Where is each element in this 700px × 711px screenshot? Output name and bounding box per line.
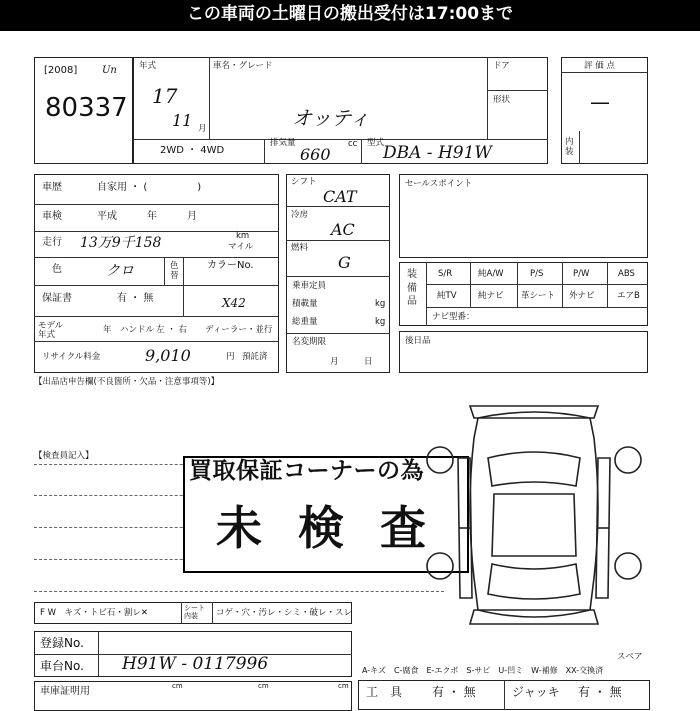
shift-value: CAT <box>323 187 357 206</box>
displacement-value: 660 <box>300 145 331 164</box>
equip-abs: ABS <box>618 269 635 279</box>
inspection-value: 平成 年 月 <box>97 211 197 222</box>
label-model-type: モデル 年式 <box>38 321 64 341</box>
cert-unit-3: cm <box>338 682 349 690</box>
name-change-value: 月 日 <box>330 357 373 367</box>
month-value: 11 <box>172 111 193 130</box>
warranty-value: 有 ・ 無 <box>117 293 154 304</box>
spare-label: スペア <box>617 652 643 662</box>
damage-codes: A-キズ C-腐食 E-エクボ S-サビ U-凹ミ W-補修 XX-交換済 <box>362 666 604 675</box>
label-year: 年式 <box>139 61 157 71</box>
label-color-change: 色替 <box>170 261 179 282</box>
year-value: 17 <box>152 84 178 108</box>
label-shape: 形状 <box>493 95 511 105</box>
equipment-label: 装備品 <box>407 269 417 307</box>
label-capacity: 乗車定員 <box>292 281 327 291</box>
unit-gross: kg <box>375 317 386 327</box>
model-value: DBA - H91W <box>383 143 492 163</box>
label-ac: 冷房 <box>291 210 309 220</box>
equip-sr: S/R <box>438 269 453 279</box>
displacement-unit: cc <box>348 139 358 149</box>
color-value: クロ <box>106 263 134 279</box>
sales-label: セールスポイント <box>405 179 473 189</box>
cert-unit-2: cm <box>258 682 269 690</box>
label-gross: 総重量 <box>292 317 318 327</box>
drive-type: 2WD ・ 4WD <box>160 145 225 156</box>
label-displacement: 排気量 <box>270 138 296 148</box>
recycle-unit: 円 <box>226 352 235 362</box>
jack-value: 有 ・ 無 <box>578 685 622 699</box>
label-name-change: 名変期限 <box>292 337 327 347</box>
equip-airbag: エアB <box>617 291 640 301</box>
label-garage-cert: 車庫証明用 <box>40 686 90 697</box>
color-no-value: X42 <box>222 296 246 310</box>
label-recycle: リサイクル料金 <box>42 352 101 362</box>
inspector-label: 【検査員記入】 <box>34 451 94 461</box>
label-mileage: 走行 <box>42 237 62 248</box>
legend-seat-label: シート内装 <box>184 604 205 621</box>
recycle-status: 預託済 <box>242 352 268 362</box>
label-model: 型式 <box>367 138 385 148</box>
label-door: ドア <box>493 61 510 71</box>
equip-nav: 純ナビ <box>478 291 504 301</box>
chassis-value: H91W - 0117996 <box>122 654 269 674</box>
after-items-box <box>399 331 648 373</box>
label-tools: 工 具 <box>366 685 403 699</box>
unit-load: kg <box>375 299 386 309</box>
seller-report-label: 【出品店申告欄(不良箇所・欠品・注意事項等)】 <box>34 377 220 387</box>
lot-number: 80337 <box>45 93 128 123</box>
mileage-unit-km: km <box>236 231 250 241</box>
label-jack: ジャッキ <box>512 685 560 699</box>
car-damage-diagram <box>418 398 650 643</box>
legend-seat: コゲ・穴・汚レ・シミ・破レ・スレ <box>216 608 353 618</box>
label-dealer: ディーラー・並行 <box>205 325 273 335</box>
fuel-value: G <box>338 253 351 272</box>
recycle-value: 9,010 <box>145 346 191 365</box>
score-label: 評 価 点 <box>584 61 615 71</box>
label-fuel: 燃料 <box>291 243 309 253</box>
label-chassis: 車台No. <box>40 659 84 673</box>
mileage-value: 13万9千158 <box>80 235 162 251</box>
equip-pw: P/W <box>573 269 590 279</box>
equip-alloy-wheels: 純A/W <box>478 269 504 279</box>
label-handle: ハンドル <box>120 325 155 335</box>
handle-value: 左 ・ 右 <box>156 325 187 335</box>
lot-year-tag: [2008] <box>44 65 78 76</box>
cert-unit-1: cm <box>172 682 183 690</box>
label-registration: 登録No. <box>40 636 84 650</box>
score-value: — <box>590 90 610 114</box>
use-value: 自家用 ・ ( ) <box>97 182 202 193</box>
equip-leather: 革シート <box>521 291 556 301</box>
label-color-no: カラーNo. <box>207 260 254 271</box>
after-items-label: 後日品 <box>405 336 431 346</box>
equip-ps: P/S <box>530 269 544 279</box>
label-load: 積載量 <box>292 299 318 309</box>
mileage-unit-mile: マイル <box>228 242 254 252</box>
equip-tv: 純TV <box>437 291 457 301</box>
lot-code: Un <box>102 65 117 76</box>
equip-external-nav: 外ナビ <box>569 291 595 301</box>
score-interior-label: 内装 <box>565 137 574 158</box>
month-unit: 月 <box>198 124 207 134</box>
car-name: オッティ <box>292 106 370 130</box>
label-name: 車名・グレード <box>213 61 273 71</box>
label-warranty: 保証書 <box>42 293 72 304</box>
nav-model-label: ナビ型番： <box>432 312 475 322</box>
stamp-line1: 買取保証コーナーの為 <box>189 458 424 484</box>
ac-value: AC <box>331 220 355 239</box>
tools-value: 有 ・ 無 <box>432 685 476 699</box>
label-use: 車歴 <box>42 182 62 193</box>
label-inspection: 車検 <box>42 211 62 222</box>
legend-fw: F W キズ・トビ石・割レ✕ <box>40 608 148 618</box>
label-year-unit: 年 <box>103 325 112 335</box>
label-shift: シフト <box>291 177 317 187</box>
stamp-line2: 未 検 査 <box>216 501 437 555</box>
label-color: 色 <box>52 264 62 275</box>
banner-text: この車両の土曜日の搬出受付は17:00まで <box>186 4 514 24</box>
